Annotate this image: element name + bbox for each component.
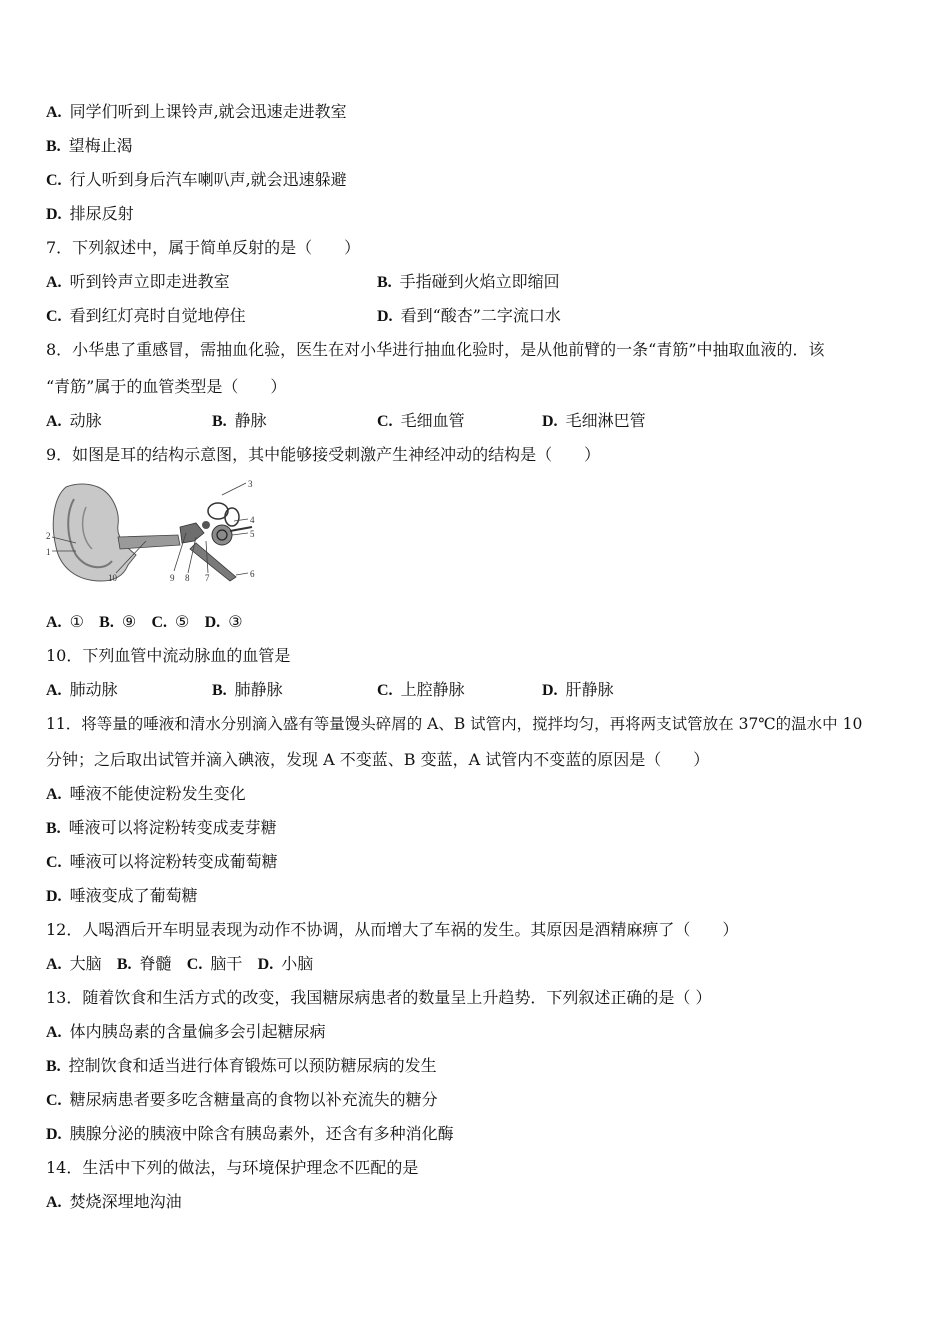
q10-option-d: D. 肝静脉 [542, 680, 614, 699]
q13-stem: 13．随着饮食和生活方式的改变，我国糖尿病患者的数量呈上升趋势．下列叙述正确的是（ ） [46, 988, 712, 1007]
q8-stem-line2: “青筋”属于的血管类型是（ ） [46, 377, 287, 396]
q13-option-b: B. 控制饮食和适当进行体育锻炼可以预防糖尿病的发生 [46, 1056, 437, 1075]
q12-option-b-text: 脊髓 [139, 954, 172, 973]
q13-option-d: D. 胰腺分泌的胰液中除含有胰岛素外，还含有多种消化酶 [46, 1124, 454, 1143]
q8-stem-line1: 8．小华患了重感冒，需抽血化验，医生在对小华进行抽血化验时，是从他前臂的一条“青筋”中抽取血液的．该 [46, 340, 825, 359]
option-b: B. 望梅止渴 [46, 136, 133, 155]
figure-label-3: 3 [248, 479, 253, 489]
option-c: C. 行人听到身后汽车喇叭声,就会迅速躲避 [46, 170, 347, 189]
q9-stem: 9．如图是耳的结构示意图，其中能够接受刺激产生神经冲动的结构是（ ） [46, 445, 601, 464]
q12-option-a-text: 大脑 [69, 954, 102, 973]
q14-option-a: A. 焚烧深埋地沟油 [46, 1192, 182, 1211]
q7-option-c: C. 看到红灯亮时自觉地停住 [46, 306, 246, 325]
q7-stem: 7．下列叙述中，属于简单反射的是（ ） [46, 238, 361, 257]
q12-options: A. 大脑 B. 脊髓 C. 脑干 D. 小脑 [46, 954, 314, 973]
q9-options: A. ① B. ⑨ C. ⑤ D. ③ [46, 612, 243, 631]
q7-option-a: A. 听到铃声立即走进教室 [46, 272, 230, 291]
ear-structure-figure [46, 477, 264, 587]
figure-label-5: 5 [250, 529, 255, 539]
q11-option-c: C. 唾液可以将淀粉转变成葡萄糖 [46, 852, 278, 871]
figure-label-7: 7 [205, 573, 210, 583]
q11-option-a: A. 唾液不能使淀粉发生变化 [46, 784, 246, 803]
q8-option-a: A. 动脉 [46, 411, 102, 430]
q10-option-a: A. 肺动脉 [46, 680, 118, 699]
q12-option-c-text: 脑干 [210, 954, 243, 973]
figure-label-6: 6 [250, 569, 255, 579]
figure-label-9: 9 [170, 573, 175, 583]
q10-option-c: C. 上腔静脉 [377, 680, 465, 699]
q13-option-a: A. 体内胰岛素的含量偏多会引起糖尿病 [46, 1022, 326, 1041]
q11-stem-line1: 11．将等量的唾液和清水分别滴入盛有等量馒头碎屑的 A、B 试管内，搅拌均匀，再将两支试管放在 37℃的温水中 10 [46, 715, 863, 733]
option-d: D. 排尿反射 [46, 204, 134, 223]
q9-option-d-text: ③ [228, 612, 243, 631]
figure-label-4: 4 [250, 515, 255, 525]
q12-option-d-text: 小脑 [281, 954, 314, 973]
q10-stem: 10．下列血管中流动脉血的血管是 [46, 646, 291, 665]
q7-option-d: D. 看到“酸杏”二字流口水 [377, 306, 561, 325]
q9-option-a-text: ① [69, 612, 84, 631]
q10-option-b: B. 肺静脉 [212, 680, 283, 699]
figure-label-2: 2 [46, 531, 51, 541]
option-a: A. 同学们听到上课铃声,就会迅速走进教室 [46, 102, 347, 121]
q14-stem: 14．生活中下列的做法，与环境保护理念不匹配的是 [46, 1158, 419, 1177]
q13-option-c: C. 糖尿病患者要多吃含糖量高的食物以补充流失的糖分 [46, 1090, 438, 1109]
q11-option-d: D. 唾液变成了葡萄糖 [46, 886, 198, 905]
q9-option-b-text: ⑨ [121, 612, 137, 631]
q11-stem-line2: 分钟；之后取出试管并滴入碘液，发现 A 不变蓝、B 变蓝，A 试管内不变蓝的原因是（ ） [46, 750, 710, 769]
q12-stem: 12．人喝酒后开车明显表现为动作不协调，从而增大了车祸的发生。其原因是酒精麻痹了（ ） [46, 920, 739, 939]
q9-option-c-text: ⑤ [175, 612, 190, 631]
figure-label-10: 10 [108, 573, 117, 583]
q7-option-b: B. 手指碰到火焰立即缩回 [377, 272, 560, 291]
figure-label-1: 1 [46, 547, 51, 557]
q8-option-c: C. 毛细血管 [377, 411, 465, 430]
ear-diagram [46, 477, 264, 587]
figure-label-8: 8 [185, 573, 190, 583]
q8-option-b: B. 静脉 [212, 411, 267, 430]
q8-option-d: D. 毛细淋巴管 [542, 411, 646, 430]
q11-option-b: B. 唾液可以将淀粉转变成麦芽糖 [46, 818, 277, 837]
